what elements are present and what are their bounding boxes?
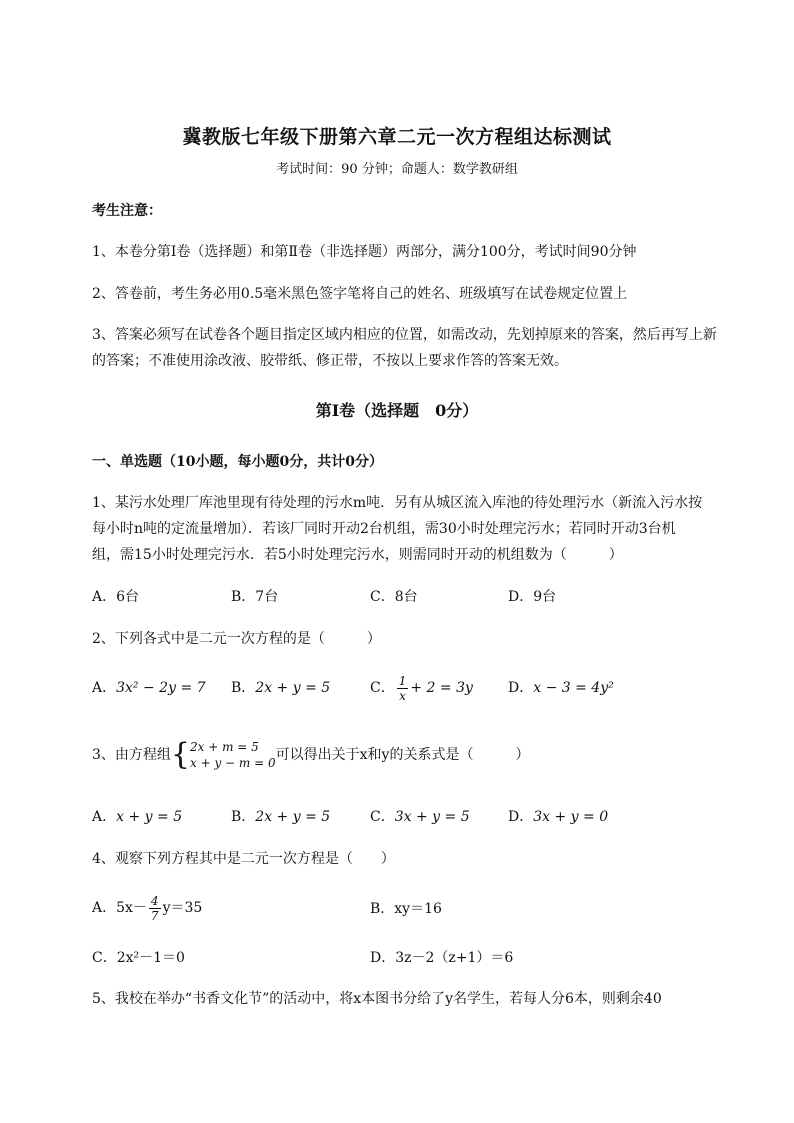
notice-item-2: 2、答卷前，考生务必用0.5毫米黑色签字笔将自己的姓名、班级填写在试卷规定位置上 xyxy=(92,286,628,302)
q4-stem: 4、观察下列方程其中是二元一次方程是（ ） xyxy=(92,851,395,867)
q3-option-b-label: B． xyxy=(231,809,256,825)
q2-option-c[interactable] xyxy=(370,668,473,708)
q4-option-a-numerator: 4 xyxy=(150,893,159,908)
q4-option-a-post: y＝35 xyxy=(162,900,203,916)
system-brace-icon: { xyxy=(170,737,191,772)
q3-equation-system xyxy=(190,739,276,771)
q3-equation-2: x + y − m = 0 xyxy=(190,756,276,770)
q4-option-b[interactable]: B．xy＝16 xyxy=(370,901,442,917)
q4-option-a[interactable] xyxy=(92,886,202,930)
q1-line-3: 组，需15小时处理完污水．若5小时处理完污水，则需同时开动的机组数为（ ） xyxy=(92,547,623,563)
q3-option-c-expr: 3x + y = 5 xyxy=(394,809,470,825)
q2-option-a-expr: 3x² − 2y = 7 xyxy=(116,680,206,696)
notice-item-3-cont: 的答案；不准使用涂改液、胶带纸、修正带，不按以上要求作答的答案无效。 xyxy=(92,353,568,369)
q1-line-1: 1、某污水处理厂库池里现有待处理的污水m吨．另有从城区流入库池的待处理污水（新流入污水按 xyxy=(92,495,703,511)
q3-option-a-label: A． xyxy=(92,809,117,825)
q4-option-a-fraction xyxy=(149,894,161,923)
q1-line-2: 每小时n吨的定流量增加）．若该厂同时开动2台机组，需30小时处理完污水；若同时开动3台机 xyxy=(92,521,676,537)
notice-item-1: 1、本卷分第Ⅰ卷（选择题）和第Ⅱ卷（非选择题）两部分，满分100分，考试时间90分钟 xyxy=(92,244,637,260)
q2-stem: 2、下列各式中是二元一次方程的是（ ） xyxy=(92,631,381,647)
q3-option-a-expr: x + y = 5 xyxy=(116,809,183,825)
q3-equation-1: 2x + m = 5 xyxy=(190,740,259,754)
notice-item-3: 3、答案必须写在试卷各个题目指定区域内相应的位置，如需改动，先划掉原来的答案，然后再写上新 xyxy=(92,327,717,343)
notice-heading: 考生注意： xyxy=(92,203,162,219)
q1-option-d[interactable]: D．9台 xyxy=(508,589,557,605)
q2-option-b-label: B． xyxy=(231,680,256,696)
q5-stem: 5、我校在举办“书香文化节”的活动中，将x本图书分给了y名学生，若每人分6本，则剩余40 xyxy=(92,991,662,1007)
q3-stem xyxy=(92,735,529,775)
q3-option-d-label: D． xyxy=(508,809,534,825)
q2-option-d-label: D． xyxy=(508,680,534,696)
q2-option-a[interactable] xyxy=(92,675,206,701)
part1-heading: 第Ⅰ卷（选择题 0分） xyxy=(315,401,479,420)
q2-option-d[interactable] xyxy=(508,675,614,701)
q1-option-b[interactable]: B．7台 xyxy=(231,589,279,605)
section-single-choice: 一、单选题（10小题，每小题0分，共计0分） xyxy=(92,454,383,470)
q2-option-c-fraction xyxy=(397,674,409,703)
q3-suffix: 可以得出关于x和y的关系式是（ ） xyxy=(275,747,530,763)
q2-option-b[interactable] xyxy=(231,675,330,701)
q2-option-c-denominator: x xyxy=(399,688,406,703)
q4-option-a-denominator: 7 xyxy=(150,908,159,923)
q3-prefix: 3、由方程组 xyxy=(92,747,171,763)
q4-option-c[interactable]: C．2x²－1＝0 xyxy=(92,950,185,966)
q3-option-b-expr: 2x + y = 5 xyxy=(255,809,331,825)
q2-option-a-label: A． xyxy=(92,680,117,696)
q4-option-d[interactable]: D．3z－2（z+1）＝6 xyxy=(370,950,514,966)
q1-option-c[interactable]: C．8台 xyxy=(370,589,418,605)
q2-option-c-numerator: 1 xyxy=(398,673,407,688)
q3-option-d[interactable] xyxy=(508,804,608,830)
q3-option-c[interactable] xyxy=(370,804,470,830)
q1-option-a[interactable]: A．6台 xyxy=(92,589,140,605)
exam-subtitle: 考试时间：90 分钟；命题人：数学教研组 xyxy=(276,162,518,177)
q2-option-d-expr: x − 3 = 4y² xyxy=(533,680,614,696)
q3-option-a[interactable] xyxy=(92,804,182,830)
q2-option-c-expr: + 2 = 3y xyxy=(410,680,473,696)
q3-option-d-expr: 3x + y = 0 xyxy=(533,809,609,825)
exam-title: 冀教版七年级下册第六章二元一次方程组达标测试 xyxy=(182,126,612,148)
q4-option-a-pre: A．5x－ xyxy=(92,900,147,916)
q3-option-c-label: C． xyxy=(370,809,395,825)
q2-option-b-expr: 2x + y = 5 xyxy=(255,680,331,696)
q3-option-b[interactable] xyxy=(231,804,330,830)
q2-option-c-label: C． xyxy=(370,680,395,696)
